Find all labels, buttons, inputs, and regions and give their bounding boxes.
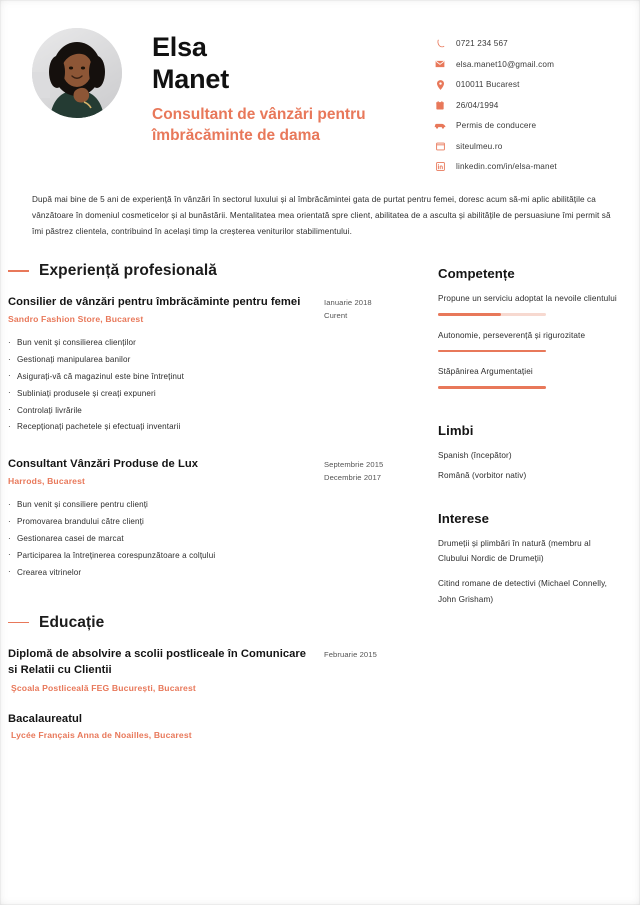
job-title-line-2: îmbrăcăminte de dama: [152, 126, 320, 144]
interest-item: Drumeții și plimbări în natură (membru al Clubului Nordic de Drumeții): [438, 538, 591, 564]
list-item: · Subliniați produsele și creați expuneri: [8, 386, 420, 403]
experience-date-end: Decembrie 2017: [324, 473, 382, 483]
main-column: [0, 262, 420, 746]
skill-progress-track: [438, 350, 546, 352]
skill-progress-track: [438, 313, 546, 315]
experience-section-title: Experiență profesională: [39, 261, 218, 279]
phone-icon: [433, 38, 447, 49]
last-name: Manet: [152, 63, 230, 94]
resume-body: [0, 240, 640, 746]
contact-website[interactable]: [433, 141, 618, 152]
professional-summary: După mai bine de 5 ani de experiență în vânzări în sectorul luxului și al îmbrăcămintei gata de purtat pentru femei, doresc acum să-mi aplic abilitățile ca vânzătoare în domeniul cosmeticelor și al bunăstării. Mentalitatea mea orientată spre client, abilitatea de a asculta și abilitățile de persuasiune îmi permit să îmi păstrez clientela, contribuind în același timp la creșterea veniturilor stabilimentului.: [32, 195, 611, 236]
job-title: [152, 105, 433, 147]
experience-dates: [324, 456, 420, 485]
list-item: · Promovarea brandului către clienți: [8, 514, 420, 531]
contact-email: [433, 59, 618, 70]
education-section-header: [8, 614, 420, 632]
contact-driving-licence-value: Permis de conducere: [456, 121, 537, 130]
identity-block: [122, 26, 433, 147]
spacer: [438, 489, 618, 511]
education-degree: Diplomă de absolvire a scolii postliceale în Comunicare si Relatii cu Clientii: [8, 647, 307, 676]
education-entry: [8, 646, 420, 693]
linkedin-icon: [433, 161, 447, 172]
list-item: · Crearea vitrinelor: [8, 565, 420, 582]
languages-section-title: Limbi: [438, 422, 474, 438]
skill-progress-track: [438, 386, 546, 388]
education-entry: [8, 713, 420, 740]
skill-label: Propune un serviciu adoptat la nevoile clientului: [438, 293, 617, 303]
experience-role: Consultant Vânzări Produse de Lux: [8, 458, 199, 471]
education-dates: [324, 713, 420, 715]
education-degree: Bacalaureatul: [8, 713, 83, 725]
experience-entry: [8, 294, 420, 436]
language-item: Spanish (începător): [438, 450, 512, 460]
contact-linkedin[interactable]: [433, 161, 618, 172]
list-item: · Controlați livrările: [8, 403, 420, 420]
experience-date-start: Ianuarie 2018: [324, 297, 372, 307]
contact-driving-licence: [433, 120, 618, 131]
list-item: · Gestionați manipularea banilor: [8, 352, 420, 369]
contact-website-value: siteulmeu.ro: [456, 141, 503, 151]
skill-progress-fill: [438, 350, 546, 352]
side-column: [420, 262, 618, 616]
contact-birthdate: [433, 100, 618, 111]
envelope-icon: [433, 59, 447, 70]
experience-date-end: Curent: [324, 311, 348, 321]
avatar: [32, 28, 122, 118]
spacer: [438, 401, 618, 423]
location-pin-icon: [433, 79, 447, 90]
experience-org: Sandro Fashion Store, Bucarest: [8, 314, 144, 325]
list-item: · Bun venit și consilierea clienților: [8, 335, 420, 352]
skill-label: Stăpânirea Argumentației: [438, 367, 533, 377]
list-item: · Recepționați pachetele și efectuați inventarii: [8, 419, 420, 436]
contact-email-value: elsa.manet10@gmail.com: [456, 59, 555, 69]
education-school: Şcoala Postliceală FEG București, Bucarest: [11, 683, 196, 693]
skill-progress-fill: [438, 313, 501, 315]
contact-birthdate-value: 26/04/1994: [456, 100, 499, 110]
interest-item: Citind romane de detectivi (Michael Connelly, John Grisham): [438, 578, 608, 604]
contact-phone-value: 0721 234 567: [456, 39, 508, 48]
education-section-title: Educație: [39, 613, 105, 631]
contact-list: [433, 26, 618, 172]
contact-phone: [433, 38, 618, 49]
education-dates: [324, 646, 420, 661]
job-title-line-1: Consultant de vânzări pentru: [152, 105, 366, 123]
car-icon: [433, 120, 447, 131]
website-icon: [433, 141, 447, 152]
interests-section-title: Interese: [438, 510, 489, 526]
contact-location: [433, 79, 618, 90]
education-date: Februarie 2015: [324, 649, 377, 659]
skill-item: [438, 291, 618, 316]
experience-date-start: Septembrie 2015: [324, 460, 384, 470]
experience-dates: [324, 294, 420, 323]
resume-header: [0, 0, 640, 172]
experience-bullets: [8, 335, 420, 436]
experience-entry: [8, 456, 420, 581]
contact-linkedin-value: linkedin.com/in/elsa-manet: [456, 162, 557, 171]
list-item: · Bun venit și consiliere pentru clienți: [8, 497, 420, 514]
language-item: Română (vorbitor nativ): [438, 471, 527, 481]
list-item: · Asigurați-vă că magazinul este bine întreținut: [8, 369, 420, 386]
list-item: · Gestionarea casei de marcat: [8, 531, 420, 548]
skill-progress-fill: [438, 386, 546, 388]
skill-label: Autonomie, perseverență și rigurozitate: [438, 330, 586, 340]
experience-section-header: [8, 262, 420, 280]
experience-role: Consilier de vânzări pentru îmbrăcăminte pentru femei: [8, 295, 301, 308]
skills-section-title: Competențe: [438, 265, 515, 281]
contact-location-value: 010011 Bucarest: [456, 80, 520, 89]
list-item: · Participarea la întreținerea corespunzătoare a colțului: [8, 548, 420, 565]
section-rule-icon: [8, 270, 29, 272]
skill-item: [438, 364, 618, 389]
spacer: [8, 588, 420, 614]
calendar-icon: [433, 100, 447, 111]
education-school: Lycée Français Anna de Noailles, Bucarest: [11, 730, 192, 740]
experience-org: Harrods, Bucarest: [8, 476, 86, 487]
experience-bullets: [8, 497, 420, 581]
section-rule-icon: [8, 622, 29, 624]
first-name: Elsa: [152, 32, 207, 62]
skill-item: [438, 328, 618, 353]
